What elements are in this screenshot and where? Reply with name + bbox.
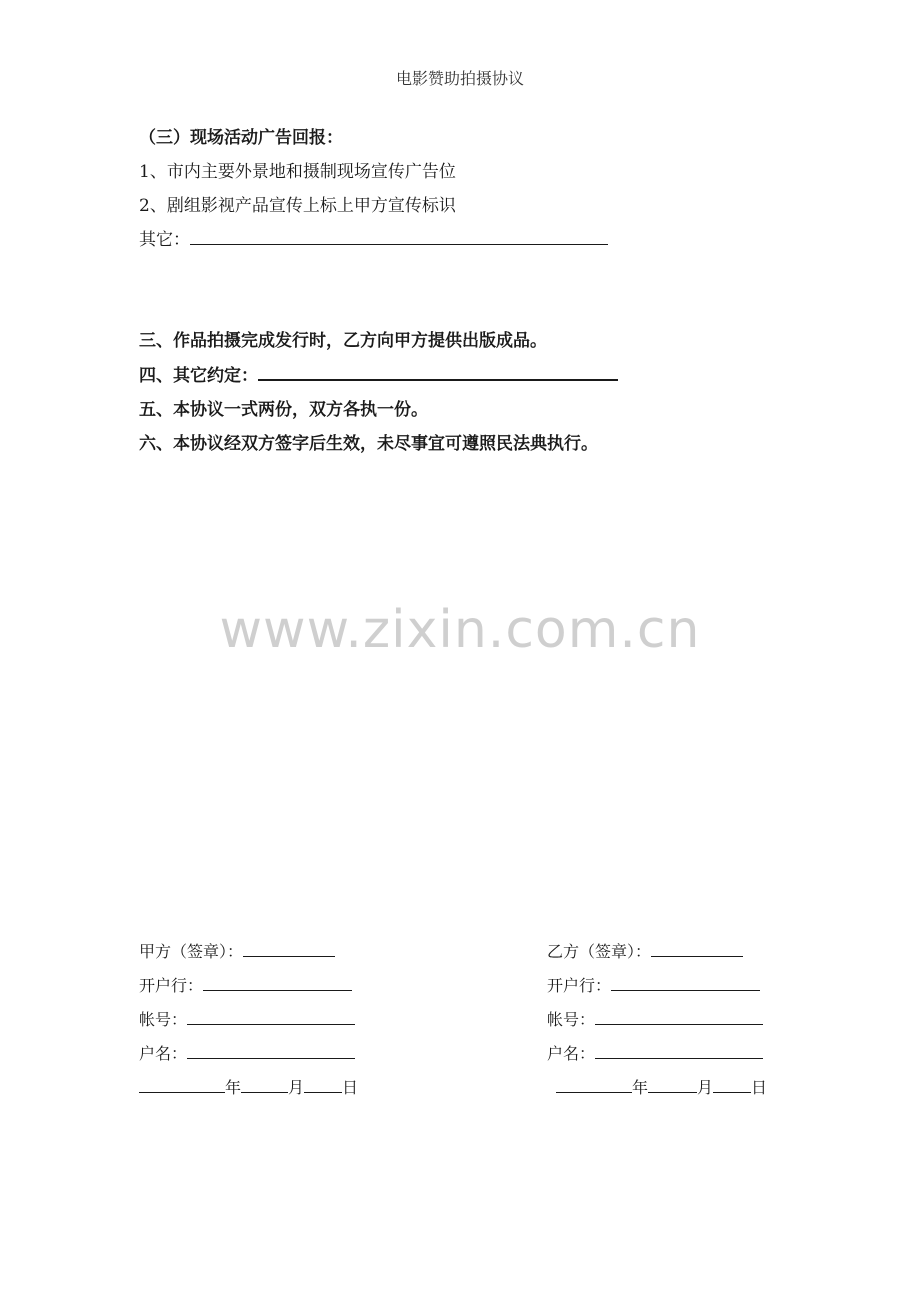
clause-3: 三、作品拍摄完成发行时，乙方向甲方提供出版成品。 — [139, 331, 547, 351]
party-a-sign-row — [139, 939, 335, 962]
clause-6: 六、本协议经双方签字后生效，未尽事宜可遵照民法典执行。 — [139, 434, 598, 454]
party-b-date-row — [556, 1075, 767, 1098]
party-a-month-label: 月 — [288, 1078, 305, 1097]
party-b-month-blank — [648, 1078, 697, 1093]
party-a-day-blank — [304, 1078, 342, 1093]
party-a-sign-label: 甲方（签章）： — [139, 942, 244, 961]
other-blank — [190, 228, 608, 245]
party-a-account-label: 帐号： — [139, 1010, 188, 1029]
party-a-year-blank — [139, 1078, 225, 1093]
party-b-name-blank — [595, 1044, 763, 1059]
party-b-account-label: 帐号： — [547, 1010, 596, 1029]
party-b-bank-row — [547, 973, 760, 996]
party-b-sign-label: 乙方（签章）： — [547, 942, 652, 961]
watermark: www.zixin.com.cn — [219, 600, 701, 660]
party-a-account-row — [139, 1007, 355, 1030]
party-a-month-blank — [241, 1078, 288, 1093]
party-a-account-blank — [187, 1010, 355, 1025]
party-b-day-label: 日 — [751, 1078, 768, 1097]
document-title: 电影赞助拍摄协议 — [395, 69, 524, 88]
party-a-name-blank — [187, 1044, 355, 1059]
party-b-month-label: 月 — [697, 1078, 714, 1097]
party-a-name-label: 户名： — [139, 1044, 188, 1063]
party-b-account-blank — [595, 1010, 763, 1025]
party-b-account-row — [547, 1007, 763, 1030]
party-b-bank-label: 开户行： — [547, 976, 612, 995]
party-a-day-label: 日 — [342, 1078, 359, 1097]
party-a-name-row — [139, 1041, 355, 1064]
clause-4-blank — [258, 363, 618, 381]
party-a-bank-label: 开户行： — [139, 976, 204, 995]
party-b-sign-row — [547, 939, 743, 962]
list-item: 1、市内主要外景地和摄制现场宣传广告位 — [139, 162, 456, 182]
party-a-date-row — [139, 1075, 358, 1098]
party-a-bank-row — [139, 973, 352, 996]
clause-4-label: 四、其它约定： — [139, 366, 258, 386]
party-b-bank-blank — [611, 976, 760, 991]
party-b-year-blank — [556, 1078, 632, 1093]
party-b-name-label: 户名： — [547, 1044, 596, 1063]
clause-5: 五、本协议一式两份，双方各执一份。 — [139, 400, 428, 420]
party-b-sign-blank — [651, 942, 743, 957]
clause-4 — [139, 361, 618, 386]
party-b-name-row — [547, 1041, 763, 1064]
party-a-sign-blank — [243, 942, 335, 957]
party-b-day-blank — [713, 1078, 751, 1093]
list-item: 2、剧组影视产品宣传上标上甲方宣传标识 — [139, 196, 456, 216]
party-a-year-label: 年 — [225, 1078, 242, 1097]
section-heading: （三）现场活动广告回报： — [139, 128, 343, 148]
party-b-year-label: 年 — [632, 1078, 649, 1097]
party-a-bank-blank — [203, 976, 352, 991]
other-label: 其它： — [139, 230, 190, 250]
other-row — [139, 225, 608, 250]
